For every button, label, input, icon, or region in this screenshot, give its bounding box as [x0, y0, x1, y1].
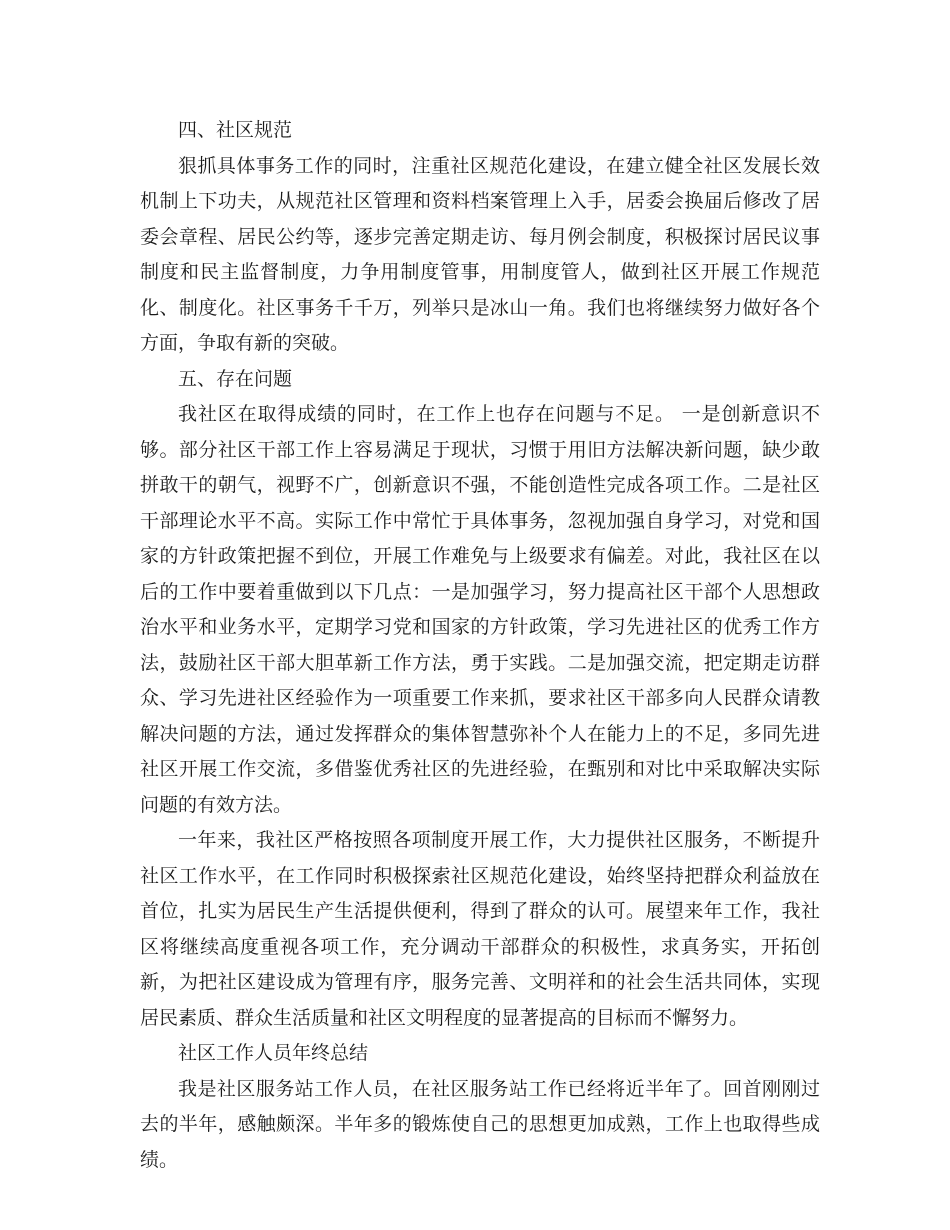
paragraph-staff-intro: 我是社区服务站工作人员，在社区服务站工作已经将近半年了。回首刚刚过去的半年，感触颇深。半年多的锻炼使自己的思想更加成熟，工作上也取得些成绩。	[140, 1077, 820, 1171]
section-heading-problems: 五、存在问题	[178, 367, 293, 390]
paragraph-problems: 我社区在取得成绩的同时，在工作上也存在问题与不足。 一是创新意识不够。部分社区干部工作上容易满足于现状，习惯于用旧方法解决新问题，缺少敢拼敢干的朝气，视野不广，创新意识不强，不能创造性完成各项工作。二是社区干部理论水平不高。实际工作中常忙于具体事务，忽视加强自身学习，对党和国家的方针政策把握不到位，开展工作难免与上级要求有偏差。对此，我社区在以后的工作中要着重做到以下几点：一是加强学习，努力提高社区干部个人思想政治水平和业务水平，定期学习党和国家的方针政策，学习先进社区的优秀工作方法，鼓励社区干部大胆革新工作方法，勇于实践。二是加强交流，把定期走访群众、学习先进社区经验作为一项重要工作来抓，要求社区干部多向人民群众请教解决问题的方法，通过发挥群众的集体智慧弥补个人在能力上的不足，多同先进社区开展工作交流，多借鉴优秀社区的先进经验，在甄别和对比中采取解决实际问题的有效方法。	[140, 403, 820, 816]
paragraph-year-summary: 一年来，我社区严格按照各项制度开展工作，大力提供社区服务，不断提升社区工作水平，在工作同时积极探索社区规范化建设，始终坚持把群众利益放在首位，扎实为居民生产生活提供便利，得到了群众的认可。展望来年工作，我社区将继续高度重视各项工作，充分调动干部群众的积极性，求真务实，开拓创新，为把社区建设成为管理有序，服务完善、文明祥和的社会生活共同体，实现居民素质、群众生活质量和社区文明程度的显著提高的目标而不懈努力。	[140, 829, 820, 1029]
section-heading-staff-summary: 社区工作人员年终总结	[178, 1042, 369, 1064]
paragraph-norms: 狠抓具体事务工作的同时，注重社区规范化建设，在建立健全社区发展长效机制上下功夫，从规范社区管理和资料档案管理上入手，居委会换届后修改了居委会章程、居民公约等，逐步完善定期走访、每月例会制度，积极探讨居民议事制度和民主监督制度，力争用制度管事，用制度管人，做到社区开展工作规范化、制度化。社区事务千千万，列举只是冰山一角。我们也将继续努力做好各个方面，争取有新的突破。	[140, 154, 820, 354]
section-heading-norms: 四、社区规范	[178, 119, 293, 141]
document-body	[140, 113, 820, 1178]
